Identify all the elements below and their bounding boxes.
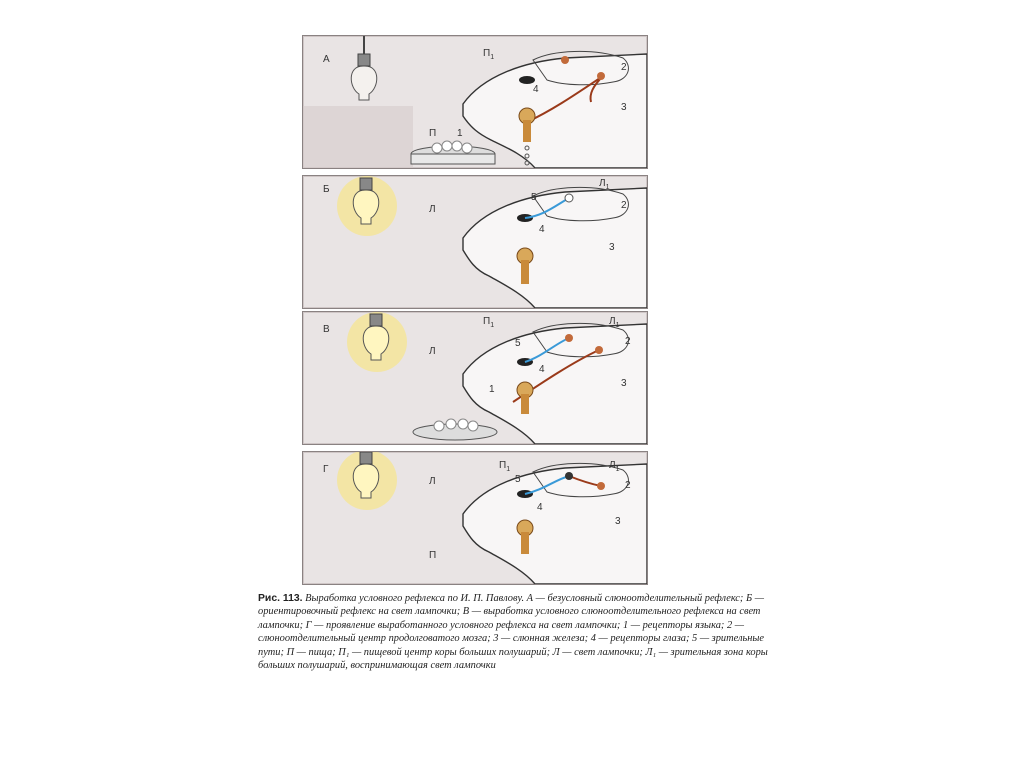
label-visual-zone: $Л_1$ [599,178,610,191]
caption-number: Рис. 113. [258,593,303,604]
label-3: 3 [609,242,615,253]
panel-letter: А [323,54,330,65]
label-food: П [429,550,437,561]
label-light: Л [429,346,436,357]
panel-v [302,311,648,445]
label-3: 3 [615,516,621,527]
label-food: П [429,128,437,139]
label-4: 4 [533,84,539,95]
label-2: 2 [625,336,631,347]
panel-a [302,35,648,169]
label-2: 2 [621,200,627,211]
panel-b [302,175,648,309]
label-light: Л [429,204,436,215]
panel-letter: Б [323,184,330,195]
panel-letter: Г [323,464,329,475]
label-visual-zone: $Л_1$ [609,316,620,329]
label-light: Л [429,476,436,487]
label-4: 4 [537,502,543,513]
figure-113 [300,35,652,595]
panel-letter: В [323,324,330,335]
food-bowl-icon [411,141,495,164]
panel-v-drawing [303,312,647,444]
figure-caption [258,592,778,672]
label-4: 4 [539,364,545,375]
panel-g-drawing [303,452,647,584]
panel-b-drawing [303,176,647,308]
label-3: 3 [621,378,627,389]
panel-g [302,451,648,585]
label-5: 5 [515,338,521,349]
label-2: 2 [625,480,631,491]
label-food-center: $П_1$ [483,316,495,329]
label-1: 1 [489,384,495,395]
label-5: 5 [531,192,537,203]
label-2: 2 [621,62,627,73]
lamp-off-icon [351,36,377,100]
label-food-center: $П_1$ [499,460,511,473]
label-5: 5 [515,474,521,485]
label-4: 4 [539,224,545,235]
label-food-center: $П_1$ [483,48,495,61]
food-bowl-icon [413,419,497,440]
panel-a-drawing [303,36,647,168]
label-3: 3 [621,102,627,113]
label-1: 1 [457,128,463,139]
caption-text: Выработка условного рефлекса по И. П. Павлову. А — безусловный слюноотделительный рефлекс; Б — ориентировочный рефлекс на свет лампочки; В — выработка условного слюноотделительного рефлекса на свет лампочки; Г — проявление выработанного условного рефлекса на свет лампочки; 1 — рецепторы языка; 2 — слюноотделительный центр продолговатого мозга; 3 — слюнная железа; 4 — рецепторы глаза; 5 — зрительные пути; П — пища; П₁ — пищевой центр коры больших полушарий; Л — свет лампочки; Л₁ — зрительная зона коры больших полушарий, воспринимающая свет лампочки [258,593,768,672]
label-visual-zone: $Л_1$ [609,460,620,473]
